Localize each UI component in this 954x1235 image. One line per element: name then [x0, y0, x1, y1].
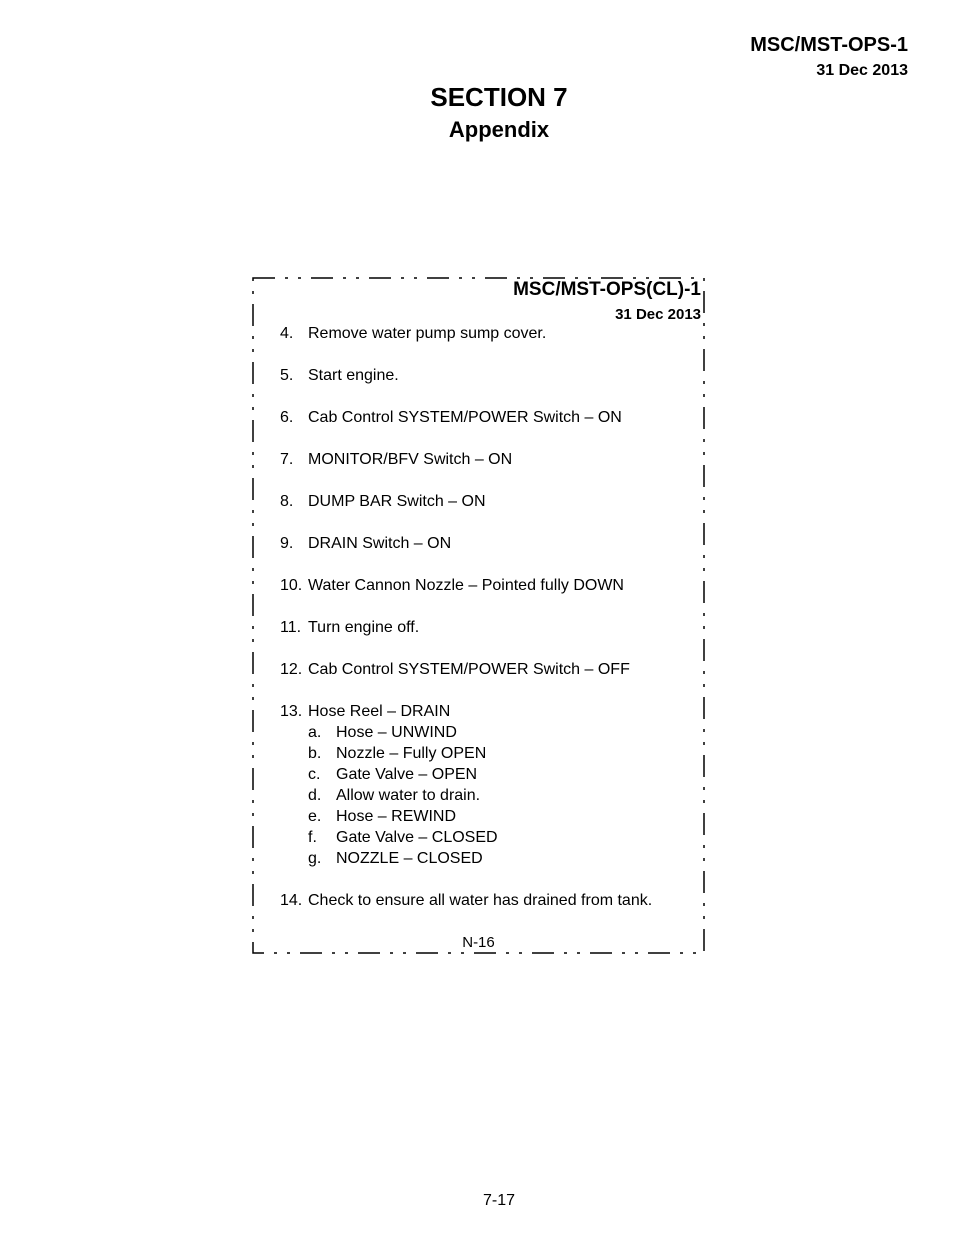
- step-text: [308, 701, 700, 869]
- step-number: 7.: [280, 451, 294, 468]
- step-text: DRAIN Switch – ON: [308, 535, 452, 552]
- card-date: 31 Dec 2013: [615, 306, 701, 323]
- sub-step: [308, 806, 700, 827]
- step-list: [280, 323, 700, 932]
- sub-step-letter: b.: [308, 745, 322, 762]
- step-number: 10.: [280, 577, 303, 594]
- document-id: MSC/MST-OPS-1: [750, 34, 908, 56]
- card-document-id: MSC/MST-OPS(CL)-1: [513, 279, 701, 300]
- list-item: [280, 617, 700, 638]
- step-text: Turn engine off.: [308, 619, 420, 636]
- document-date: 31 Dec 2013: [816, 62, 908, 79]
- card-page-number: N-16: [462, 934, 495, 951]
- sub-step-letter: d.: [308, 787, 322, 804]
- page-number: 7-17: [482, 1192, 516, 1209]
- sub-step: [308, 722, 700, 743]
- step-number: 13.: [280, 703, 303, 720]
- sub-step-text: Hose – REWIND: [336, 808, 457, 825]
- sub-step-text: Hose – UNWIND: [336, 724, 457, 741]
- sub-step: [308, 827, 700, 848]
- step-number: 8.: [280, 493, 294, 510]
- step-number: 9.: [280, 535, 294, 552]
- step-text: Cab Control SYSTEM/POWER Switch – OFF: [308, 661, 630, 678]
- step-text: Water Cannon Nozzle – Pointed fully DOWN: [308, 577, 624, 594]
- step-number: 5.: [280, 367, 294, 384]
- step-number: 14.: [280, 892, 303, 909]
- sub-step-letter: c.: [308, 766, 321, 783]
- step-number: 6.: [280, 409, 294, 426]
- step-title: Hose Reel – DRAIN: [308, 703, 451, 720]
- sub-step: [308, 743, 700, 764]
- sub-step: [308, 848, 700, 869]
- sub-step-text: Nozzle – Fully OPEN: [336, 745, 487, 762]
- section-subtitle: Appendix: [448, 117, 550, 142]
- sub-step-text: Gate Valve – OPEN: [336, 766, 478, 783]
- list-item: [280, 701, 700, 869]
- step-number: 11.: [280, 619, 302, 636]
- sub-step: [308, 785, 700, 806]
- checklist-card: [252, 277, 705, 954]
- list-item: [280, 491, 700, 512]
- list-item: [280, 323, 700, 344]
- step-text: MONITOR/BFV Switch – ON: [308, 451, 513, 468]
- sub-step-letter: g.: [308, 850, 322, 867]
- sub-step-text: NOZZLE – CLOSED: [336, 850, 483, 867]
- list-item: [280, 449, 700, 470]
- list-item: [280, 575, 700, 596]
- sub-step-letter: e.: [308, 808, 322, 825]
- list-item: [280, 365, 700, 386]
- list-item: [280, 659, 700, 680]
- step-text: Remove water pump sump cover.: [308, 325, 547, 342]
- card-page-number-wrap: [252, 934, 705, 951]
- step-text: Check to ensure all water has drained from tank.: [308, 892, 653, 909]
- step-text: Start engine.: [308, 367, 399, 384]
- list-item: [280, 533, 700, 554]
- sub-step: [308, 764, 700, 785]
- step-text: Cab Control SYSTEM/POWER Switch – ON: [308, 409, 622, 426]
- section-title: SECTION 7: [430, 82, 568, 112]
- list-item: [280, 407, 700, 428]
- list-item: [280, 890, 700, 911]
- sub-step-text: Allow water to drain.: [336, 787, 481, 804]
- step-text: DUMP BAR Switch – ON: [308, 493, 486, 510]
- step-number: 12.: [280, 661, 303, 678]
- sub-step-letter: a.: [308, 724, 322, 741]
- sub-step-text: Gate Valve – CLOSED: [336, 829, 498, 846]
- sub-step-letter: f.: [308, 829, 317, 846]
- step-number: 4.: [280, 325, 294, 342]
